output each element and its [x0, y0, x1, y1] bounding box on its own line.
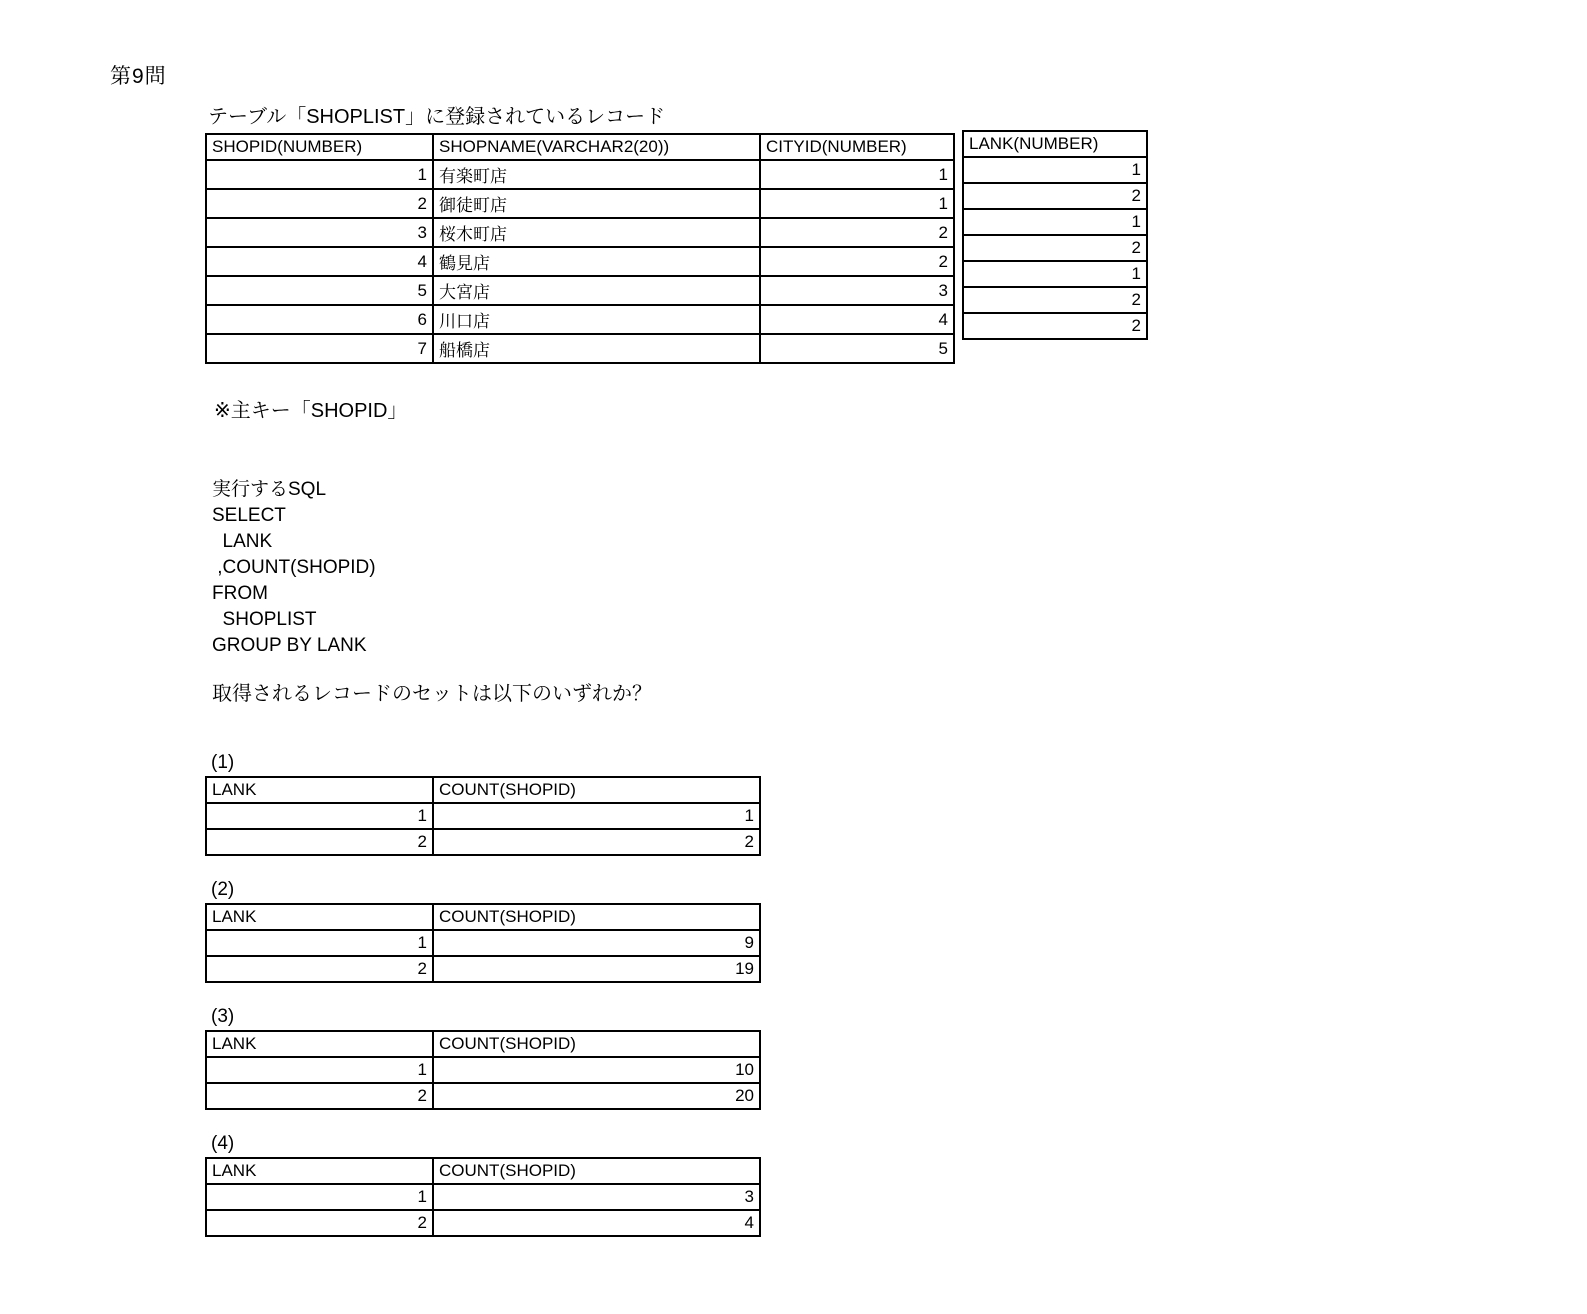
cell-shopname: 桜木町店 — [433, 218, 760, 247]
column-header-lank: LANK — [206, 1158, 433, 1184]
option-label: (1) — [211, 752, 235, 773]
cell-count: 19 — [433, 956, 760, 982]
header-row — [206, 777, 760, 803]
table-row — [206, 276, 954, 305]
cell-lank: 1 — [963, 209, 1147, 235]
table-row — [206, 1210, 760, 1236]
table-row — [963, 313, 1147, 339]
cell-count: 3 — [433, 1184, 760, 1210]
cell-shopname: 有楽町店 — [433, 160, 760, 189]
table-row — [963, 157, 1147, 183]
header-row — [206, 1031, 760, 1057]
cell-shopid: 1 — [206, 160, 433, 189]
cell-cityid: 2 — [760, 218, 954, 247]
cell-shopid: 6 — [206, 305, 433, 334]
cell-shopname: 船橋店 — [433, 334, 760, 363]
cell-shopid: 4 — [206, 247, 433, 276]
primary-key-note: ※主キー「SHOPID」 — [214, 400, 408, 422]
column-header-shopid: SHOPID(NUMBER) — [206, 134, 433, 160]
cell-lank: 2 — [963, 287, 1147, 313]
lank-table — [962, 130, 1148, 340]
cell-count: 2 — [433, 829, 760, 855]
cell-lank: 1 — [963, 157, 1147, 183]
cell-shopid: 5 — [206, 276, 433, 305]
header-row — [206, 1158, 760, 1184]
cell-shopname: 川口店 — [433, 305, 760, 334]
table-row — [206, 189, 954, 218]
table-row — [963, 183, 1147, 209]
sql-block — [212, 477, 1587, 659]
cell-lank: 1 — [206, 1184, 433, 1210]
option-table-3 — [205, 1030, 761, 1110]
option-table-1 — [205, 776, 761, 856]
cell-shopname: 御徒町店 — [433, 189, 760, 218]
cell-count: 20 — [433, 1083, 760, 1109]
table-row — [206, 1184, 760, 1210]
cell-count: 9 — [433, 930, 760, 956]
cell-shopid: 3 — [206, 218, 433, 247]
sql-line: GROUP BY LANK — [212, 635, 367, 656]
column-header-cityid: CITYID(NUMBER) — [760, 134, 954, 160]
cell-lank: 2 — [206, 1083, 433, 1109]
cell-lank: 2 — [206, 956, 433, 982]
sql-line: SHOPLIST — [212, 609, 317, 630]
cell-lank: 1 — [206, 930, 433, 956]
column-header-count: COUNT(SHOPID) — [433, 1158, 760, 1184]
cell-count: 1 — [433, 803, 760, 829]
sql-line: LANK — [212, 531, 273, 552]
shoplist-caption: テーブル「SHOPLIST」に登録されているレコード — [208, 106, 666, 128]
sql-line: FROM — [212, 583, 268, 604]
cell-lank: 1 — [206, 1057, 433, 1083]
column-header-lank: LANK — [206, 904, 433, 930]
cell-lank: 2 — [963, 183, 1147, 209]
cell-lank: 2 — [963, 313, 1147, 339]
cell-lank: 2 — [206, 1210, 433, 1236]
shoplist-tables — [205, 133, 1587, 364]
cell-shopid: 7 — [206, 334, 433, 363]
cell-lank: 1 — [206, 803, 433, 829]
cell-count: 10 — [433, 1057, 760, 1083]
cell-cityid: 1 — [760, 189, 954, 218]
cell-cityid: 4 — [760, 305, 954, 334]
sql-line: ,COUNT(SHOPID) — [212, 557, 376, 578]
question-number: 第9問 — [110, 65, 167, 88]
table-row — [206, 247, 954, 276]
sql-line: SELECT — [212, 505, 286, 526]
cell-cityid: 1 — [760, 160, 954, 189]
header-row — [963, 131, 1147, 157]
column-header-lank: LANK — [206, 777, 433, 803]
table-row — [206, 334, 954, 363]
option-label: (4) — [211, 1133, 235, 1154]
sql-label: 実行するSQL — [212, 479, 327, 500]
column-header-count: COUNT(SHOPID) — [433, 1031, 760, 1057]
column-header-count: COUNT(SHOPID) — [433, 904, 760, 930]
table-row — [963, 261, 1147, 287]
shoplist-table — [205, 133, 955, 364]
option-label: (3) — [211, 1006, 235, 1027]
option-table-4 — [205, 1157, 761, 1237]
option-block-4 — [205, 1133, 1587, 1237]
column-header-count: COUNT(SHOPID) — [433, 777, 760, 803]
table-row — [206, 218, 954, 247]
option-block-3 — [205, 1006, 1587, 1110]
cell-cityid: 2 — [760, 247, 954, 276]
table-row — [206, 1057, 760, 1083]
option-block-2 — [205, 879, 1587, 983]
header-row — [206, 134, 954, 160]
cell-cityid: 5 — [760, 334, 954, 363]
cell-count: 4 — [433, 1210, 760, 1236]
table-row — [206, 930, 760, 956]
cell-cityid: 3 — [760, 276, 954, 305]
table-row — [963, 209, 1147, 235]
table-row — [206, 1083, 760, 1109]
cell-shopname: 大宮店 — [433, 276, 760, 305]
option-label: (2) — [211, 879, 235, 900]
option-table-2 — [205, 903, 761, 983]
cell-lank: 2 — [963, 235, 1147, 261]
table-row — [206, 956, 760, 982]
question-text: 取得されるレコードのセットは以下のいずれか？ — [212, 683, 652, 705]
table-row — [963, 235, 1147, 261]
column-header-shopname: SHOPNAME(VARCHAR2(20)) — [433, 134, 760, 160]
header-row — [206, 904, 760, 930]
table-row — [206, 803, 760, 829]
cell-lank: 2 — [206, 829, 433, 855]
table-row — [206, 305, 954, 334]
table-row — [963, 287, 1147, 313]
cell-shopname: 鶴見店 — [433, 247, 760, 276]
column-header-lank: LANK(NUMBER) — [963, 131, 1147, 157]
option-block-1 — [205, 752, 1587, 856]
cell-lank: 1 — [963, 261, 1147, 287]
table-row — [206, 160, 954, 189]
cell-shopid: 2 — [206, 189, 433, 218]
table-row — [206, 829, 760, 855]
column-header-lank: LANK — [206, 1031, 433, 1057]
